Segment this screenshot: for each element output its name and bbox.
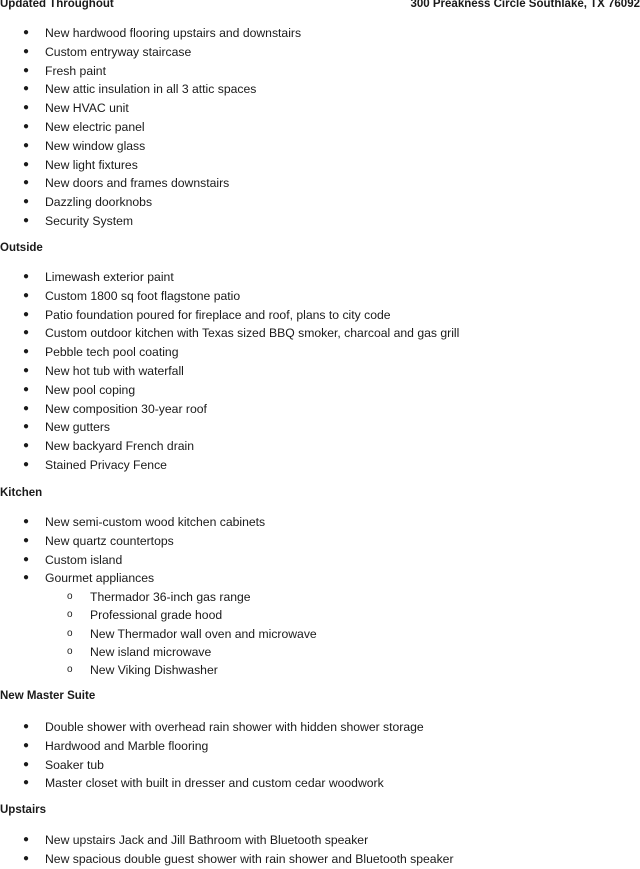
header-address: 300 Preakness Circle Southlake, TX 76092 (410, 0, 640, 10)
bullet-icon: ● (23, 158, 30, 170)
bullet-icon: ● (23, 64, 30, 76)
outside-list (0, 268, 640, 475)
list-item: ● Fresh paint (0, 62, 640, 81)
circle-bullet-icon: o (67, 591, 73, 603)
bullet-icon: ● (23, 458, 30, 470)
section-heading-outside: Outside (0, 242, 43, 254)
bullet-icon: ● (23, 721, 30, 732)
upstairs-list (0, 831, 640, 869)
list-item: ● New light fixtures (0, 156, 640, 175)
bullet-icon: ● (23, 271, 30, 282)
bullet-icon: ● (23, 777, 30, 789)
list-item: ● New window glass (0, 137, 640, 156)
list-item: ● Hardwood and Marble flooring (0, 737, 640, 756)
sub-list-item: o Thermador 36-inch gas range (0, 588, 640, 606)
bullet-icon: ● (23, 516, 30, 527)
bullet-icon: ● (23, 572, 30, 584)
bullet-icon: ● (23, 758, 30, 770)
list-item: ● Patio foundation poured for fireplace and roof, plans to city code (0, 306, 640, 325)
list-item: ● New backyard French drain (0, 437, 640, 456)
bullet-icon: ● (23, 327, 30, 339)
circle-bullet-icon: o (67, 627, 73, 639)
bullet-icon: ● (23, 421, 30, 433)
list-item: ● New composition 30-year roof (0, 400, 640, 419)
bullet-icon: ● (23, 834, 30, 845)
list-item: ● Custom island (0, 551, 640, 570)
list-item: ● New hot tub with waterfall (0, 362, 640, 381)
bullet-icon: ● (23, 852, 30, 864)
list-item: ● New pool coping (0, 381, 640, 400)
sub-list-item: o New Thermador wall oven and microwave (0, 625, 640, 643)
kitchen-list (0, 513, 640, 679)
circle-bullet-icon: o (67, 663, 73, 675)
section-heading-kitchen: Kitchen (0, 487, 43, 499)
bullet-icon: ● (23, 120, 30, 132)
list-item: ● Soaker tub (0, 756, 640, 775)
section-heading-master-suite: New Master Suite (0, 690, 96, 702)
list-item: ● Limewash exterior paint (0, 268, 640, 287)
circle-bullet-icon: o (67, 609, 73, 621)
sub-list-item: o Professional grade hood (0, 606, 640, 624)
sub-list-item: o New island microwave (0, 643, 640, 661)
updated-list (0, 24, 640, 231)
bullet-icon: ● (23, 45, 30, 57)
list-item: ● Custom 1800 sq foot flagstone patio (0, 287, 640, 306)
bullet-icon: ● (23, 214, 30, 226)
bullet-icon: ● (23, 402, 30, 414)
list-item: ● New spacious double guest shower with rain shower and Bluetooth speaker (0, 850, 640, 869)
page-header (0, 0, 640, 14)
list-item: ● Dazzling doorknobs (0, 193, 640, 212)
list-item: ● New doors and frames downstairs (0, 174, 640, 193)
list-item: ● Security System (0, 212, 640, 231)
list-item: ● New hardwood flooring upstairs and downstairs (0, 24, 640, 43)
bullet-icon: ● (23, 534, 30, 546)
list-item: ● New HVAC unit (0, 99, 640, 118)
circle-bullet-icon: o (67, 645, 73, 657)
list-item: ● Pebble tech pool coating (0, 343, 640, 362)
bullet-icon: ● (23, 553, 30, 565)
bullet-icon: ● (23, 739, 30, 751)
section-heading-upstairs: Upstairs (0, 804, 47, 816)
bullet-icon: ● (23, 289, 30, 301)
bullet-icon: ● (23, 364, 30, 376)
master-suite-list (0, 718, 640, 793)
header-title: Updated Throughout (0, 0, 114, 10)
list-item: ● Custom outdoor kitchen with Texas sized BBQ smoker, charcoal and gas grill (0, 324, 640, 343)
list-item: ● New upstairs Jack and Jill Bathroom with Bluetooth speaker (0, 831, 640, 850)
list-item: ● New quartz countertops (0, 532, 640, 551)
bullet-icon: ● (23, 308, 30, 320)
bullet-icon: ● (23, 440, 30, 452)
bullet-icon: ● (23, 102, 30, 114)
list-item: ● New electric panel (0, 118, 640, 137)
list-item: ● Master closet with built in dresser and custom cedar woodwork (0, 774, 640, 793)
bullet-icon: ● (23, 196, 30, 208)
bullet-icon: ● (23, 83, 30, 95)
list-item: ● Double shower with overhead rain shower with hidden shower storage (0, 718, 640, 737)
list-item: ● Custom entryway staircase (0, 43, 640, 62)
list-item: ● New semi-custom wood kitchen cabinets (0, 513, 640, 532)
bullet-icon: ● (23, 383, 30, 395)
list-item: ● Gourmet appliances (0, 569, 640, 588)
list-item: ● New gutters (0, 418, 640, 437)
list-item: ● Stained Privacy Fence (0, 456, 640, 475)
bullet-icon: ● (23, 346, 30, 358)
bullet-icon: ● (23, 177, 30, 189)
bullet-icon: ● (23, 139, 30, 151)
bullet-icon: ● (23, 27, 30, 38)
list-item: ● New attic insulation in all 3 attic spaces (0, 80, 640, 99)
sub-list-item: o New Viking Dishwasher (0, 661, 640, 679)
